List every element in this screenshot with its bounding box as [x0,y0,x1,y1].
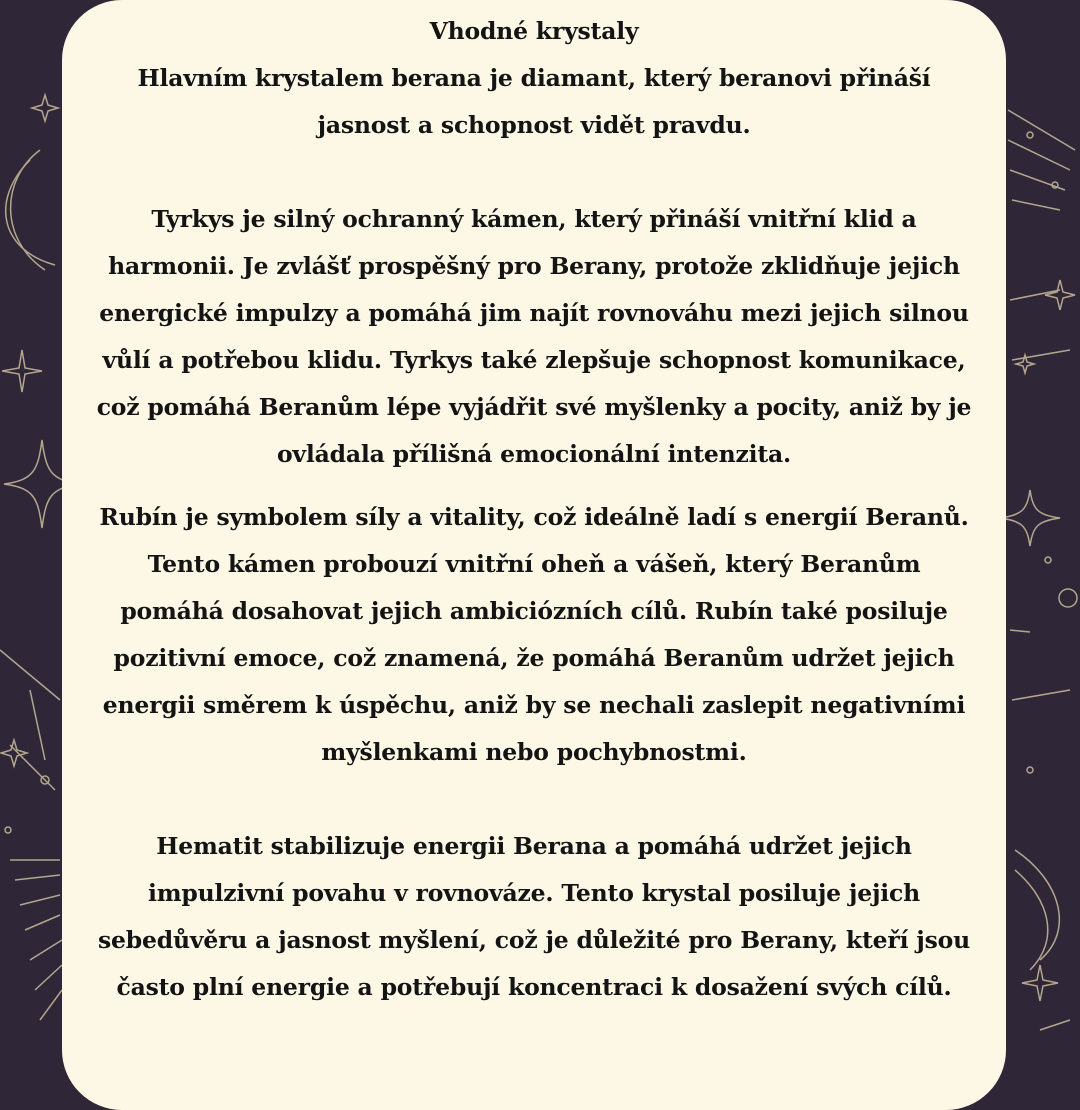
text-line: což pomáhá Beranům lépe vyjádřit své myšlenky a pocity, aniž by je [96,393,972,421]
text-line: energii směrem k úspěchu, aniž by se nechali zaslepit negativními [102,691,966,719]
text-line: energické impulzy a pomáhá jim najít rovnováhu mezi jejich silnou [99,299,969,327]
text-line: Rubín je symbolem síly a vitality, což ideálně ladí s energií Beranů. [99,503,969,531]
text-line: harmonii. Je zvlášť prospěšný pro Berany, protože zklidňuje jejich [108,252,960,280]
sparkle-icon [1045,280,1075,310]
sparkle-icon [2,350,42,392]
planet-ring-icon [1015,850,1059,960]
crystal-article [62,8,1006,1011]
text-line: často plní energie a potřebují koncentraci k dosažení svých cílů. [116,973,952,1001]
text-line: Hlavním krystalem berana je diamant, který beranovi přináší [137,64,931,92]
sparkle-icon [1022,965,1058,1001]
text-line: sebedůvěru a jasnost myšlení, což je důležité pro Berany, kteří jsou [98,926,970,954]
star-large-icon [1000,490,1060,546]
text-line: pomáhá dosahovat jejich ambiciózních cílů. Rubín také posiluje [120,597,948,625]
paragraph-turquoise [62,196,1006,478]
text-line: impulzivní povahu v rovnováze. Tento krystal posiluje jejich [147,879,920,907]
text-line: pozitivní emoce, což znamená, že pomáhá Beranům udržet jejich [113,644,955,672]
text-line: ovládala přílišná emocionální intenzita. [276,440,792,468]
sparkle-icon [1,740,27,766]
paragraph-ruby [62,494,1006,776]
text-line: vůlí a potřebou klidu. Tyrkys také zlepšuje schopnost komunikace, [102,346,966,374]
page-title: Vhodné krystaly [429,17,639,45]
text-line: myšlenkami nebo pochybnostmi. [321,738,747,766]
text-line: Hematit stabilizuje energii Berana a pomáhá udržet jejich [156,832,912,860]
sparkle-icon [1016,355,1034,373]
paragraph-diamond [62,55,1006,149]
paragraph-hematite [62,823,1006,1011]
text-line: Tento kámen probouzí vnitřní oheň a vášeň, který Beranům [147,550,921,578]
sparkle-icon [32,95,58,121]
text-line: jasnost a schopnost vidět pravdu. [317,111,751,139]
text-line: Tyrkys je silný ochranný kámen, který přináší vnitřní klid a [151,205,917,233]
